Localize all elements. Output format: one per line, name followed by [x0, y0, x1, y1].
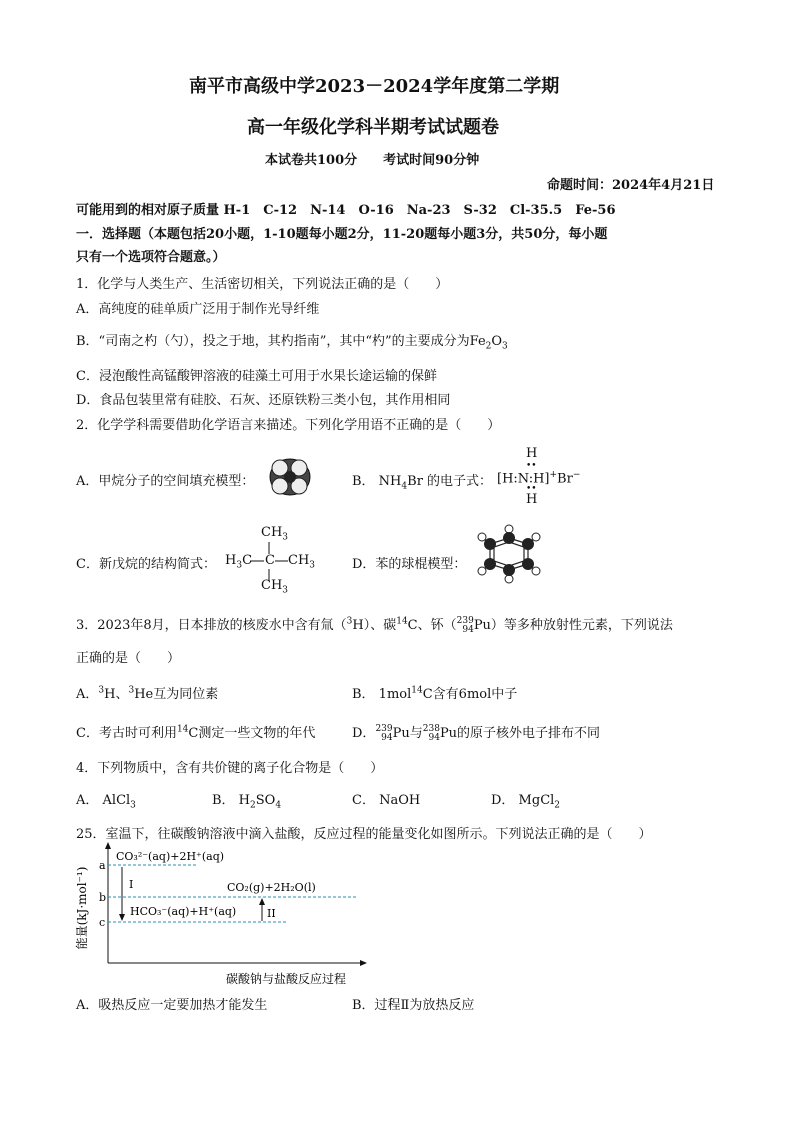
- exam-date: 命题时间：2024年4月21日: [547, 178, 715, 193]
- neopentane-bonds: [240, 540, 300, 582]
- q3-d-m2: 238: [422, 723, 440, 734]
- q4-b-text: B． H: [212, 793, 251, 808]
- level-a-label: a: [99, 859, 106, 872]
- q3-a-label: A．: [76, 687, 99, 702]
- q3-d-n2: 94: [428, 732, 440, 743]
- q3-a-m2: 3: [128, 685, 135, 696]
- q3-c-label: C．考古时可利用: [76, 726, 177, 741]
- energy-ylabel: 能量(kJ·mol⁻¹): [75, 866, 89, 950]
- methane-model-image: [266, 455, 314, 499]
- q3-c-mass: 14: [396, 616, 408, 627]
- q4-b-sub1: 2: [250, 800, 256, 811]
- section-title-line1: 一．选择题（本题包括20小题，1-10题每小题2分，11-20题每小题3分，共50分，每小题: [76, 227, 608, 242]
- q3-a-m1: 3: [98, 685, 105, 696]
- neopentane-left-sub: 3: [236, 560, 243, 571]
- process-2-arrowhead: [259, 898, 265, 905]
- energy-x-arrow: [360, 960, 367, 966]
- q3-a-s2: He互为同位素: [134, 687, 219, 702]
- q1-b-sub1: 2: [485, 341, 492, 352]
- nh4br-top-dots: ••: [526, 461, 537, 471]
- q3-d-n1: 94: [381, 732, 393, 743]
- benzene-ball-stick-image: [472, 524, 546, 584]
- exam-title: 高一年级化学科半期考试试题卷: [247, 117, 499, 138]
- neopentane-top-ch: CH: [261, 525, 283, 540]
- nh4br-cation-charge: +: [549, 470, 558, 480]
- q2-option-c: C．新戊烷的结构简式：: [76, 557, 216, 572]
- q1-stem: 1．化学与人类生产、生活密切相关，下列说法正确的是（ ）: [76, 277, 449, 292]
- q1-b-sub2: 3: [502, 341, 508, 352]
- q3-c-m: 14: [176, 724, 189, 735]
- level-c-label: c: [99, 916, 106, 929]
- energy-diagram: [70, 840, 370, 990]
- q1-option-b: [76, 330, 508, 352]
- nh4br-electron-formula: [497, 470, 580, 486]
- process-2-label: II: [267, 907, 276, 920]
- q3-b-label: B． 1mol: [352, 687, 412, 702]
- atomic-masses: 可能用到的相对原子质量 H-1 C-12 N-14 O-16 Na-23 S-32 Cl-35.5 Fe-56: [76, 203, 616, 218]
- exam-info: 本试卷共100分 考试时间90分钟: [265, 153, 480, 168]
- q2-option-b: [352, 470, 492, 492]
- q4-d-sub: 2: [554, 800, 561, 811]
- nh4br-cation: [H:N:H]: [497, 471, 550, 487]
- q3-d-label: D．: [352, 726, 376, 741]
- nh4br-anion-charge: −: [572, 470, 581, 480]
- nh4br-bottom-dots: ••: [526, 484, 537, 494]
- energy-xlabel: 碳酸钠与盐酸反应过程: [226, 972, 347, 986]
- q3-pu-sym: Pu）等多种放射性元素，下列说法: [473, 618, 673, 633]
- q3-a-s1: H、: [104, 687, 129, 702]
- q3-c-sym: C、钚（: [407, 618, 457, 633]
- q2-option-d: D．苯的球棍模型：: [352, 557, 467, 572]
- q4-d-text: D． MgCl: [491, 793, 555, 808]
- school-title: 南平市高级中学2023－2024学年度第二学期: [189, 76, 560, 97]
- process-1-arrowhead: [119, 914, 125, 921]
- q4-option-a: [76, 789, 136, 811]
- q3-stem-line2: 正确的是（ ）: [76, 651, 181, 666]
- section-title-line2: 只有一个选项符合题意。）: [76, 250, 226, 265]
- q1-b-mid: O: [491, 334, 503, 349]
- q1-option-a: A．高纯度的硅单质广泛用于制作光导纤维: [76, 302, 320, 317]
- q3-pu-num: 94: [462, 624, 474, 635]
- q1-option-d: D．食品包装里常有硅胶、石灰、还原铁粉三类小包，其作用相同: [76, 393, 451, 408]
- q2-b-post: Br 的电子式：: [407, 474, 493, 489]
- q1-b-text: B．“司南之杓（勺），投之于地，其杓指南”，其中“杓”的主要成分为Fe: [76, 334, 486, 349]
- q3-option-d: [352, 722, 600, 743]
- neopentane-right-ch: CH: [288, 553, 310, 568]
- neopentane-left-c: C: [242, 553, 253, 568]
- nh4br-anion: Br: [557, 471, 573, 487]
- q4-a-text: A． AlCl: [76, 793, 131, 808]
- nh4br-bottom-h: H: [526, 492, 538, 507]
- level-b-label: b: [99, 891, 107, 904]
- q2-b-sub: 4: [401, 481, 408, 492]
- q3-option-a: [76, 683, 218, 702]
- q3-d-s1: Pu与: [392, 726, 423, 741]
- q4-a-sub: 3: [130, 800, 136, 811]
- q4-option-d: [491, 789, 560, 811]
- q1-option-c: C．浸泡酸性高锰酸钾溶液的硅藻土可用于水果长途运输的保鲜: [76, 369, 437, 384]
- neopentane-right-sub: 3: [309, 560, 316, 571]
- process-1-label: I: [129, 878, 134, 891]
- q4-stem: 4．下列物质中，含有共价键的离子化合物是（ ）: [76, 761, 384, 776]
- species-a: CO₃²⁻(aq)+2H⁺(aq): [116, 850, 225, 863]
- q4-b-mid: SO: [255, 793, 276, 808]
- q3-pu-mass: 239: [456, 615, 474, 626]
- q3-d-s2: Pu的原子核外电子排布不同: [439, 726, 601, 741]
- q3-c-post: C测定一些文物的年代: [188, 726, 316, 741]
- energy-y-arrow: [105, 842, 111, 849]
- q25-stem: 25．室温下，往碳酸钠溶液中滴入盐酸，反应过程的能量变化如图所示。下列说法正确的是（ ）: [76, 827, 652, 842]
- q4-option-c: C． NaOH: [352, 793, 421, 808]
- species-c: HCO₃⁻(aq)+H⁺(aq): [130, 905, 237, 918]
- q4-b-sub2: 4: [275, 800, 282, 811]
- q3-b-m: 14: [411, 685, 423, 696]
- q3-t-mass: 3: [346, 616, 353, 627]
- q2-stem: 2．化学学科需要借助化学语言来描述。下列化学用语不正确的是（ ）: [76, 418, 501, 433]
- q2-b-text: B． NH: [352, 474, 402, 489]
- q3-t-sym: H）、碳: [352, 618, 397, 633]
- q3-stem-text: 3．2023年8月，日本排放的核废水中含有氚（: [76, 618, 347, 633]
- q3-option-b: [352, 683, 517, 702]
- q25-option-a: A．吸热反应一定要加热才能发生: [76, 998, 268, 1013]
- q25-option-b: B．过程Ⅱ为放热反应: [352, 998, 475, 1013]
- neopentane-left-h: H: [225, 553, 237, 568]
- q3-option-c: [76, 722, 315, 741]
- neopentane-bottom-sub: 3: [282, 585, 289, 596]
- neopentane-top-sub: 3: [282, 532, 289, 543]
- neopentane-bottom-ch: CH: [261, 578, 283, 593]
- q3-b-post: C含有6mol中子: [422, 687, 518, 702]
- species-b: CO₂(g)+2H₂O(l): [227, 881, 316, 894]
- q3-d-m1: 239: [375, 723, 393, 734]
- neopentane-center: C: [265, 553, 275, 568]
- nh4br-top-h: H: [526, 446, 538, 461]
- q2-option-a: A．甲烷分子的空间填充模型：: [76, 474, 255, 489]
- q4-option-b: [212, 789, 281, 811]
- q3-stem-line1: [76, 614, 673, 635]
